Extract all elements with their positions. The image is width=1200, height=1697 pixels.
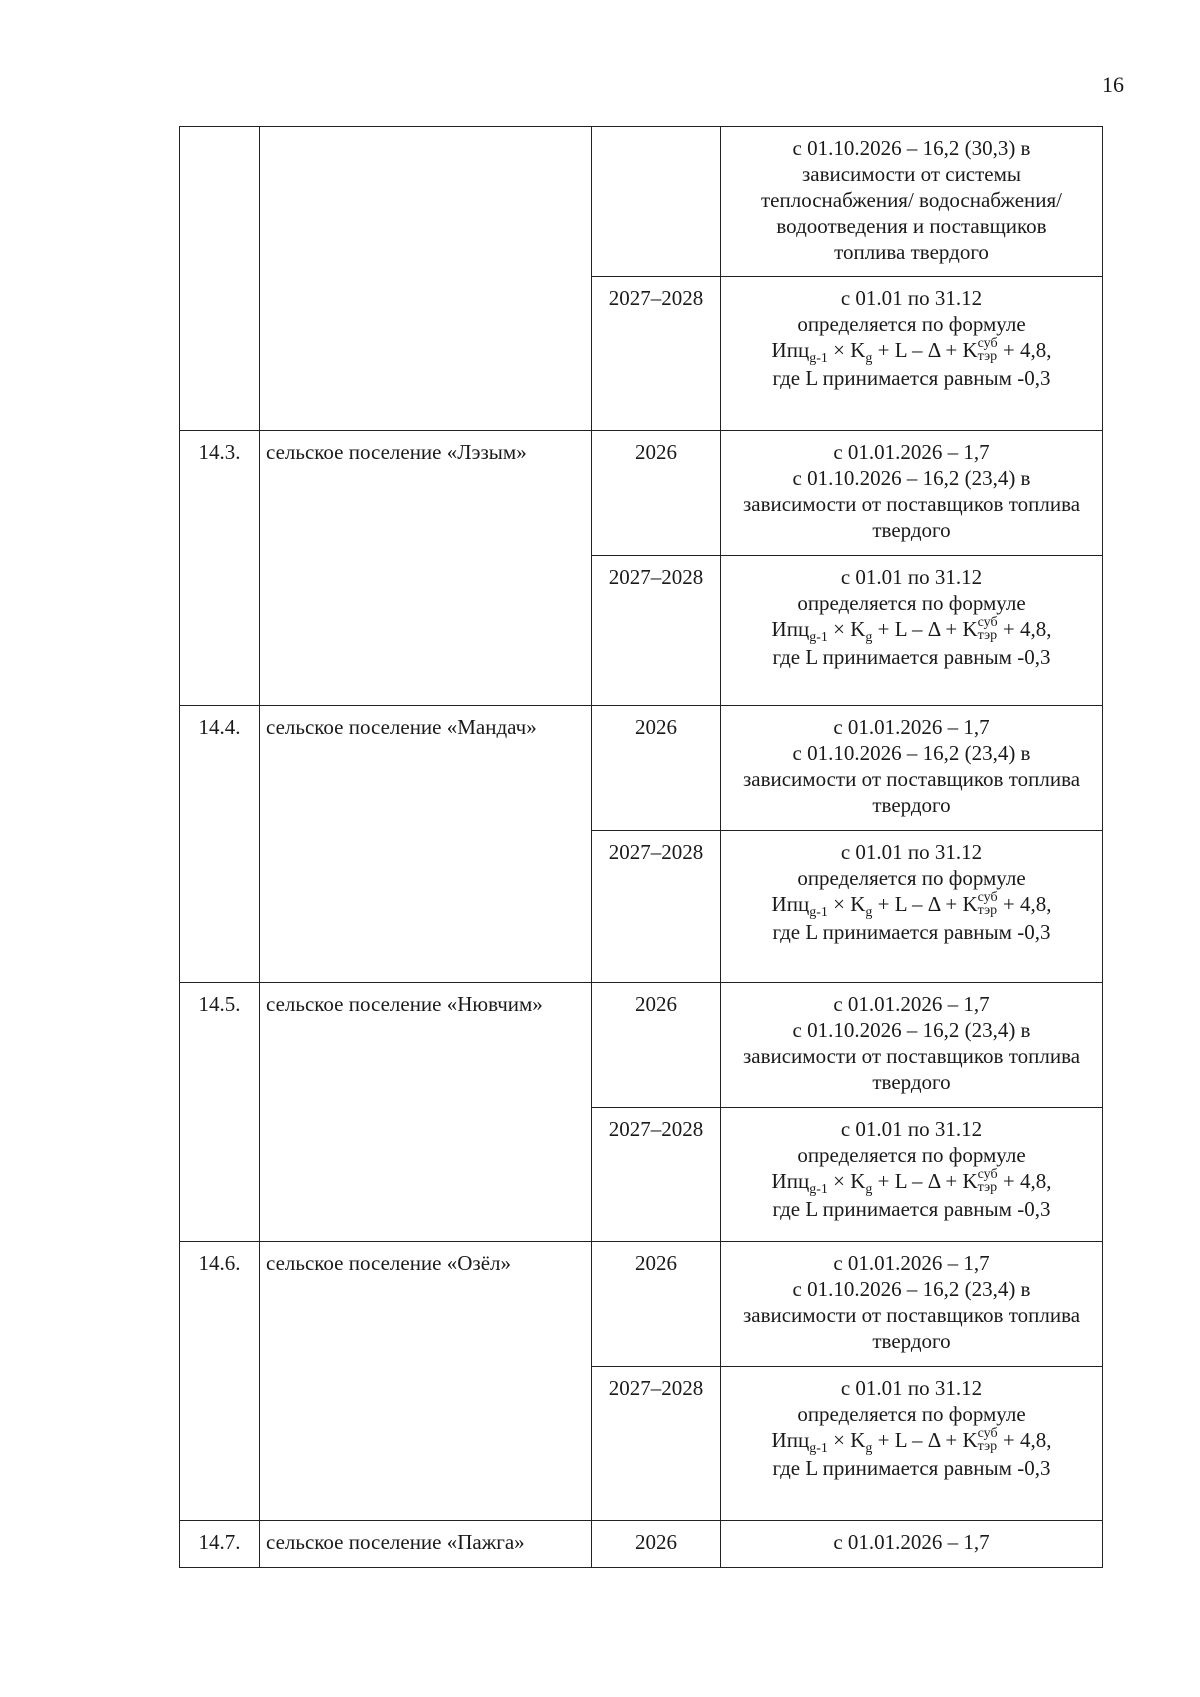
value-line: определяется по формуле — [797, 312, 1026, 336]
settlement-name: сельское поселение «Озёл» — [260, 1242, 592, 1521]
formula-subscript: тэр — [977, 903, 998, 919]
value-line: твердого — [872, 1070, 951, 1094]
formula-text: Ипц — [771, 1169, 810, 1193]
table-row — [180, 431, 1103, 556]
formula-text: Ипц — [771, 338, 810, 362]
index-value — [721, 831, 1103, 983]
value-line: зависимости от поставщиков топлива — [742, 492, 1081, 516]
item-number: 14.5. — [180, 983, 260, 1242]
index-value — [721, 983, 1103, 1108]
value-line: зависимости от поставщиков топлива — [742, 1303, 1081, 1327]
item-number: 14.3. — [180, 431, 260, 706]
value-line: определяется по формуле — [797, 1143, 1026, 1167]
settlement-name: сельское поселение «Нювчим» — [260, 983, 592, 1242]
period-year: 2027–2028 — [592, 556, 721, 706]
formula-text: × K — [827, 892, 866, 916]
index-value — [721, 706, 1103, 831]
formula-text: + 4,8, — [997, 892, 1052, 916]
value-line: с 01.10.2026 – 16,2 (23,4) в — [792, 1018, 1031, 1042]
index-value — [721, 1521, 1103, 1568]
value-line: топлива твердого — [834, 240, 989, 264]
formula-subscript: g — [865, 905, 873, 921]
period-year: 2027–2028 — [592, 1108, 721, 1242]
value-line: с 01.01.2026 – 1,7 — [833, 715, 990, 739]
formula-subscript: g — [865, 1182, 873, 1198]
formula-superscript: суб — [977, 1167, 998, 1183]
item-number: 14.7. — [180, 1521, 260, 1568]
page-number: 16 — [1102, 72, 1124, 97]
settlement-name: сельское поселение «Мандач» — [260, 706, 592, 983]
value-line: с 01.01 по 31.12 — [840, 1117, 983, 1141]
period-year: 2026 — [592, 1521, 721, 1568]
index-value — [721, 277, 1103, 431]
value-line: где L принимается равным -0,3 — [772, 645, 1051, 670]
formula-text: × K — [827, 1169, 866, 1193]
index-formula — [727, 891, 1096, 919]
formula-subscript: тэр — [977, 1180, 998, 1196]
formula-text: + L – Δ + K — [872, 1169, 978, 1193]
formula-subscript: g-1 — [809, 1182, 828, 1198]
formula-super-sub — [978, 891, 998, 917]
index-value — [721, 1242, 1103, 1367]
value-line: зависимости от поставщиков топлива — [742, 767, 1081, 791]
index-value — [721, 1108, 1103, 1242]
formula-super-sub — [978, 616, 998, 642]
index-value — [721, 556, 1103, 706]
formula-subscript: g-1 — [809, 630, 828, 646]
index-formula — [727, 1168, 1096, 1196]
value-line: твердого — [872, 1329, 951, 1353]
value-line: где L принимается равным -0,3 — [772, 1456, 1051, 1481]
formula-subscript: тэр — [977, 349, 998, 365]
formula-superscript: суб — [977, 336, 998, 352]
settlement-name: сельское поселение «Пажга» — [260, 1521, 592, 1568]
period-year: 2027–2028 — [592, 831, 721, 983]
period-year — [592, 127, 721, 277]
index-formula — [727, 337, 1096, 365]
value-line: где L принимается равным -0,3 — [772, 1197, 1051, 1222]
value-line: с 01.01 по 31.12 — [840, 1376, 983, 1400]
formula-subscript: тэр — [977, 628, 998, 644]
item-number: 14.4. — [180, 706, 260, 983]
settlement-name: сельское поселение «Лэзым» — [260, 431, 592, 706]
settlement-name — [260, 127, 592, 431]
value-line: определяется по формуле — [797, 591, 1026, 615]
value-line: водоотведения и поставщиков — [776, 214, 1047, 238]
formula-text: Ипц — [771, 1428, 810, 1452]
item-number: 14.6. — [180, 1242, 260, 1521]
value-line: зависимости от поставщиков топлива — [742, 1044, 1081, 1068]
table-row — [180, 127, 1103, 277]
value-line: с 01.01.2026 – 1,7 — [833, 440, 990, 464]
value-line: с 01.10.2026 – 16,2 (23,4) в — [792, 466, 1031, 490]
value-line: определяется по формуле — [797, 1402, 1026, 1426]
period-year: 2027–2028 — [592, 1367, 721, 1521]
formula-subscript: g-1 — [809, 1441, 828, 1457]
formula-text: + 4,8, — [997, 617, 1052, 641]
value-line: с 01.10.2026 – 16,2 (23,4) в — [792, 1277, 1031, 1301]
index-value — [721, 127, 1103, 277]
formula-text: + L – Δ + K — [872, 617, 978, 641]
formula-superscript: суб — [977, 1426, 998, 1442]
tariff-table — [179, 126, 1103, 1568]
value-line: с 01.01 по 31.12 — [840, 286, 983, 310]
value-line: с 01.01.2026 – 1,7 — [833, 1251, 990, 1275]
value-line: где L принимается равным -0,3 — [772, 920, 1051, 945]
formula-super-sub — [978, 1168, 998, 1194]
formula-text: Ипц — [771, 892, 810, 916]
formula-text: × K — [827, 617, 866, 641]
value-line: с 01.10.2026 – 16,2 (23,4) в — [792, 741, 1031, 765]
item-number — [180, 127, 260, 431]
formula-super-sub — [978, 1427, 998, 1453]
index-formula — [727, 1427, 1096, 1455]
formula-subscript: g-1 — [809, 351, 828, 367]
formula-subscript: g — [865, 630, 873, 646]
period-year: 2026 — [592, 983, 721, 1108]
value-line: где L принимается равным -0,3 — [772, 366, 1051, 391]
index-value — [721, 431, 1103, 556]
index-formula — [727, 616, 1096, 644]
formula-text: Ипц — [771, 617, 810, 641]
index-value — [721, 1367, 1103, 1521]
formula-superscript: суб — [977, 890, 998, 906]
value-line: с 01.01 по 31.12 — [840, 840, 983, 864]
value-line: твердого — [872, 518, 951, 542]
period-year: 2026 — [592, 706, 721, 831]
period-year: 2027–2028 — [592, 277, 721, 431]
value-line: с 01.01.2026 – 1,7 — [833, 992, 990, 1016]
formula-subscript: g — [865, 1441, 873, 1457]
period-year: 2026 — [592, 431, 721, 556]
formula-super-sub — [978, 337, 998, 363]
value-line: зависимости от системы — [801, 162, 1022, 186]
value-line: с 01.01 по 31.12 — [840, 565, 983, 589]
value-line: определяется по формуле — [797, 866, 1026, 890]
table-row — [180, 706, 1103, 831]
value-line: теплоснабжения/ водоснабжения/ — [761, 188, 1062, 212]
table-row — [180, 1521, 1103, 1568]
table-row — [180, 983, 1103, 1108]
formula-text: + 4,8, — [997, 1169, 1052, 1193]
formula-text: + 4,8, — [997, 1428, 1052, 1452]
formula-text: × K — [827, 338, 866, 362]
value-line: твердого — [872, 793, 951, 817]
table-row — [180, 1242, 1103, 1367]
formula-subscript: g-1 — [809, 905, 828, 921]
formula-subscript: g — [865, 351, 873, 367]
formula-subscript: тэр — [977, 1439, 998, 1455]
value-line: с 01.10.2026 – 16,2 (30,3) в — [792, 136, 1031, 160]
formula-text: + 4,8, — [997, 338, 1052, 362]
formula-text: + L – Δ + K — [872, 338, 978, 362]
formula-text: + L – Δ + K — [872, 1428, 978, 1452]
period-year: 2026 — [592, 1242, 721, 1367]
formula-text: + L – Δ + K — [872, 892, 978, 916]
value-line: с 01.01.2026 – 1,7 — [833, 1530, 990, 1554]
formula-text: × K — [827, 1428, 866, 1452]
formula-superscript: суб — [977, 615, 998, 631]
